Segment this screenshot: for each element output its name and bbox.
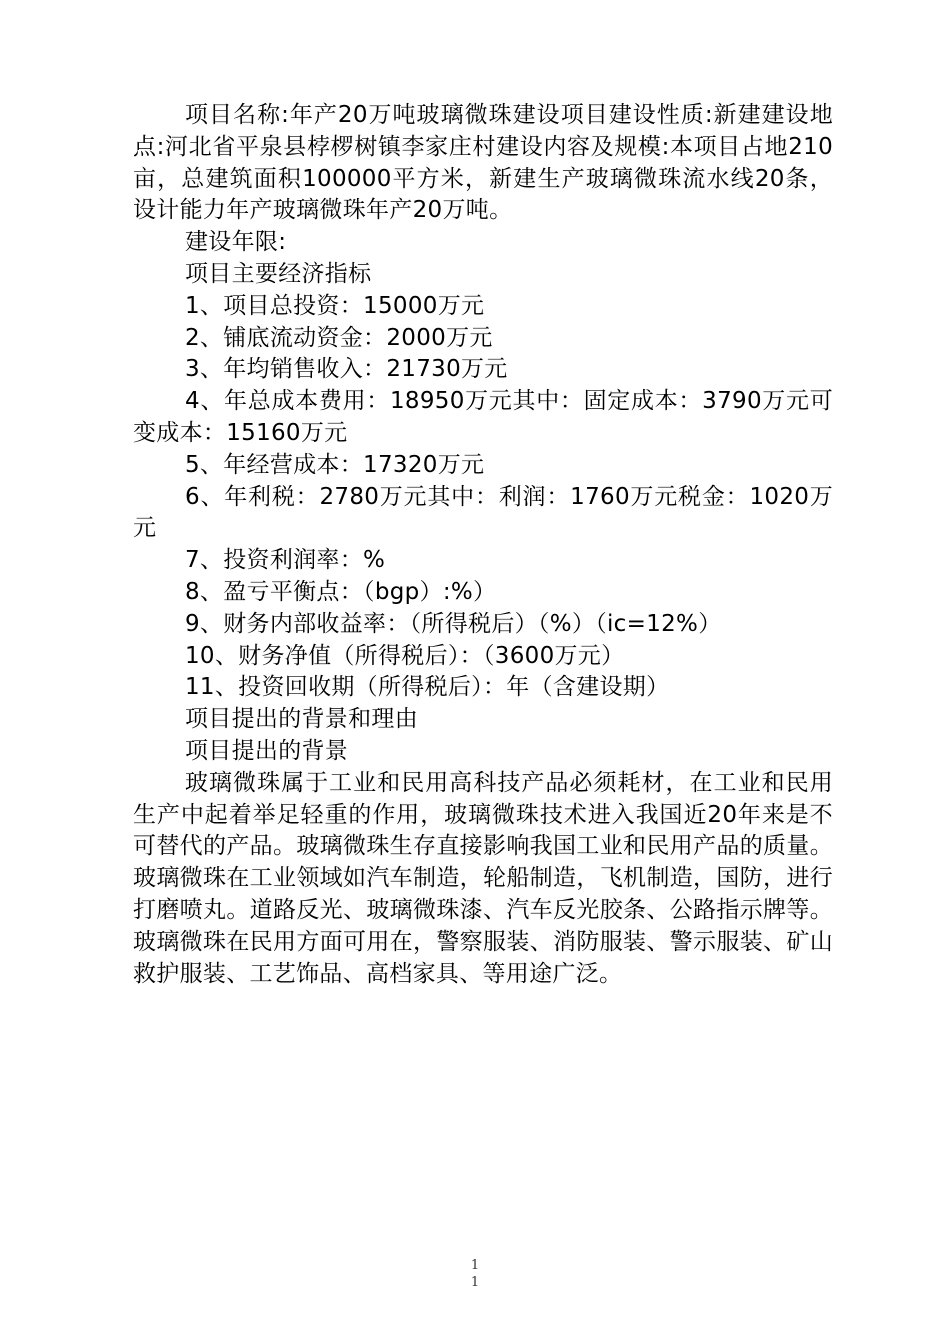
indicator-item-10: 10、财务净值（所得税后）：（3600万元） — [185, 642, 625, 669]
background-reason-heading: 项目提出的背景和理由 — [185, 706, 418, 733]
indicator-item-9: 9、财务内部收益率：（所得税后）（%）（ic=12%） — [185, 610, 722, 637]
project-overview-paragraph: 项目名称:年产20万吨玻璃微珠建设项目建设性质:新建建设地点:河北省平泉县桲椤树镇李家庄村建设内容及规模:本项目占地210亩，总建筑面积100000平方米，新建生产玻璃微珠流水线20条，设计能力年产玻璃微珠年产20万吨。 — [133, 102, 833, 224]
indicator-item-5: 5、年经营成本：17320万元 — [185, 451, 485, 478]
page-number-repeat: 1 — [470, 1275, 480, 1290]
indicator-item-8: 8、盈亏平衡点：（bgp）:%） — [185, 578, 497, 605]
indicator-item-11: 11、投资回收期（所得税后）：年（含建设期） — [185, 674, 670, 701]
background-paragraph: 玻璃微珠属于工业和民用高科技产品必须耗材，在工业和民用生产中起着举足轻重的作用，玻璃微珠技术进入我国近20年来是不可替代的产品。玻璃微珠生存直接影响我国工业和民用产品的质量。玻璃微珠在工业领域如汽车制造，轮船制造，飞机制造，国防，进行打磨喷丸。道路反光、玻璃微珠漆、汽车反光胶条、公路指示牌等。玻璃微珠在民用方面可用在，警察服装、消防服装、警示服装、矿山救护服装、工艺饰品、高档家具、等用途广泛。 — [133, 769, 833, 987]
economic-indicators-heading: 项目主要经济指标 — [185, 260, 372, 287]
document-body — [133, 100, 833, 990]
indicator-item-6: 6、年利税：2780万元其中：利润：1760万元税金：1020万元 — [133, 483, 833, 542]
indicator-item-4: 4、年总成本费用：18950万元其中：固定成本：3790万元可变成本：15160万元 — [133, 388, 833, 446]
indicator-item-7: 7、投资利润率：% — [185, 547, 386, 574]
indicator-item-2: 2、铺底流动资金：2000万元 — [185, 324, 493, 351]
indicator-item-1: 1、项目总投资：15000万元 — [185, 292, 485, 319]
background-heading: 项目提出的背景 — [185, 737, 349, 764]
indicator-item-3: 3、年均销售收入：21730万元 — [185, 356, 508, 383]
page-number: 1 — [470, 1258, 480, 1273]
construction-period-line: 建设年限: — [185, 229, 287, 256]
